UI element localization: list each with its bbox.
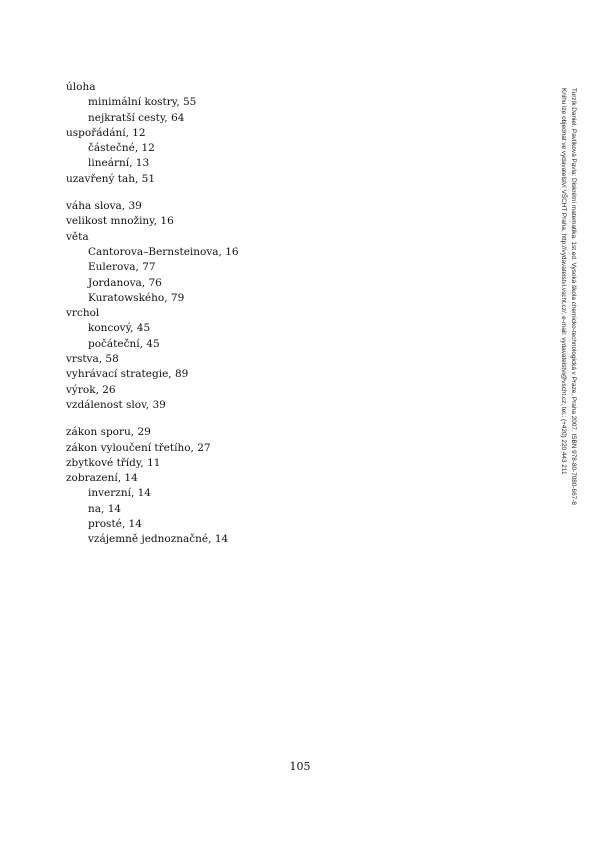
index-entry: vrchol: [66, 307, 100, 320]
index-entry: velikost množiny, 16: [66, 215, 174, 228]
index-subentry: lineární, 13: [88, 157, 150, 170]
index-entry: věta: [66, 230, 89, 243]
index-entry: vzdálenost slov, 39: [66, 398, 166, 411]
index-entry: zákon vyloučení třetího, 27: [66, 441, 211, 454]
index-entry: uzavřený tah, 51: [66, 172, 156, 185]
index-subentry: nejkratší cesty, 64: [88, 111, 185, 124]
index-group: [66, 199, 506, 413]
index-entry: váha slova, 39: [66, 200, 142, 213]
index-subentry: prosté, 14: [88, 518, 142, 531]
index-entry: uspořádání, 12: [66, 126, 146, 139]
index-subentry: Cantorova–Bernsteinova, 16: [88, 245, 239, 258]
index-group: [66, 80, 506, 187]
index-entry: úloha: [66, 81, 96, 93]
side-note-line-2: Knihu lze objednat ve vydavatelství VŠCHT Praha, http://vydavatelstvi.vscht.cz/, e-mail: vydavatelstvi@vscht.cz, tel.: (+420) 220 443 211: [560, 88, 568, 475]
page-number: 105: [289, 760, 311, 773]
index-subentry: částečné, 12: [88, 142, 155, 155]
index-subentry: počáteční, 45: [88, 337, 160, 350]
side-publication-note: [559, 88, 578, 505]
index-entry: výrok, 26: [66, 383, 116, 396]
side-note-line-1: Turzík Daniel, Pavlíková Pavla: Diskrétní matematika. 1st ed. Vysoká škola chemicko-technologická v Praze, Praha 2007. ISBN 978-80-7080-667-8: [570, 88, 577, 505]
index-group: [66, 425, 506, 547]
index-entry: zbytkové třídy, 11: [66, 456, 161, 469]
index-subentry: na, 14: [88, 502, 122, 515]
index-entry: vrstva, 58: [66, 353, 119, 366]
index-subentry: Jordanova, 76: [88, 276, 162, 289]
index-entry: zobrazení, 14: [66, 472, 138, 485]
index-subentry: vzájemně jednoznačné, 14: [88, 533, 229, 546]
index-subentry: inverzní, 14: [88, 487, 151, 500]
index-subentry: minimální kostry, 55: [88, 96, 197, 109]
index-subentry: Eulerova, 77: [88, 261, 156, 274]
index-entry: vyhrávací strategie, 89: [66, 368, 189, 381]
index-entry: zákon sporu, 29: [66, 426, 151, 439]
index-list: [66, 80, 506, 560]
index-subentry: Kuratowského, 79: [88, 291, 185, 304]
index-subentry: koncový, 45: [88, 322, 151, 335]
